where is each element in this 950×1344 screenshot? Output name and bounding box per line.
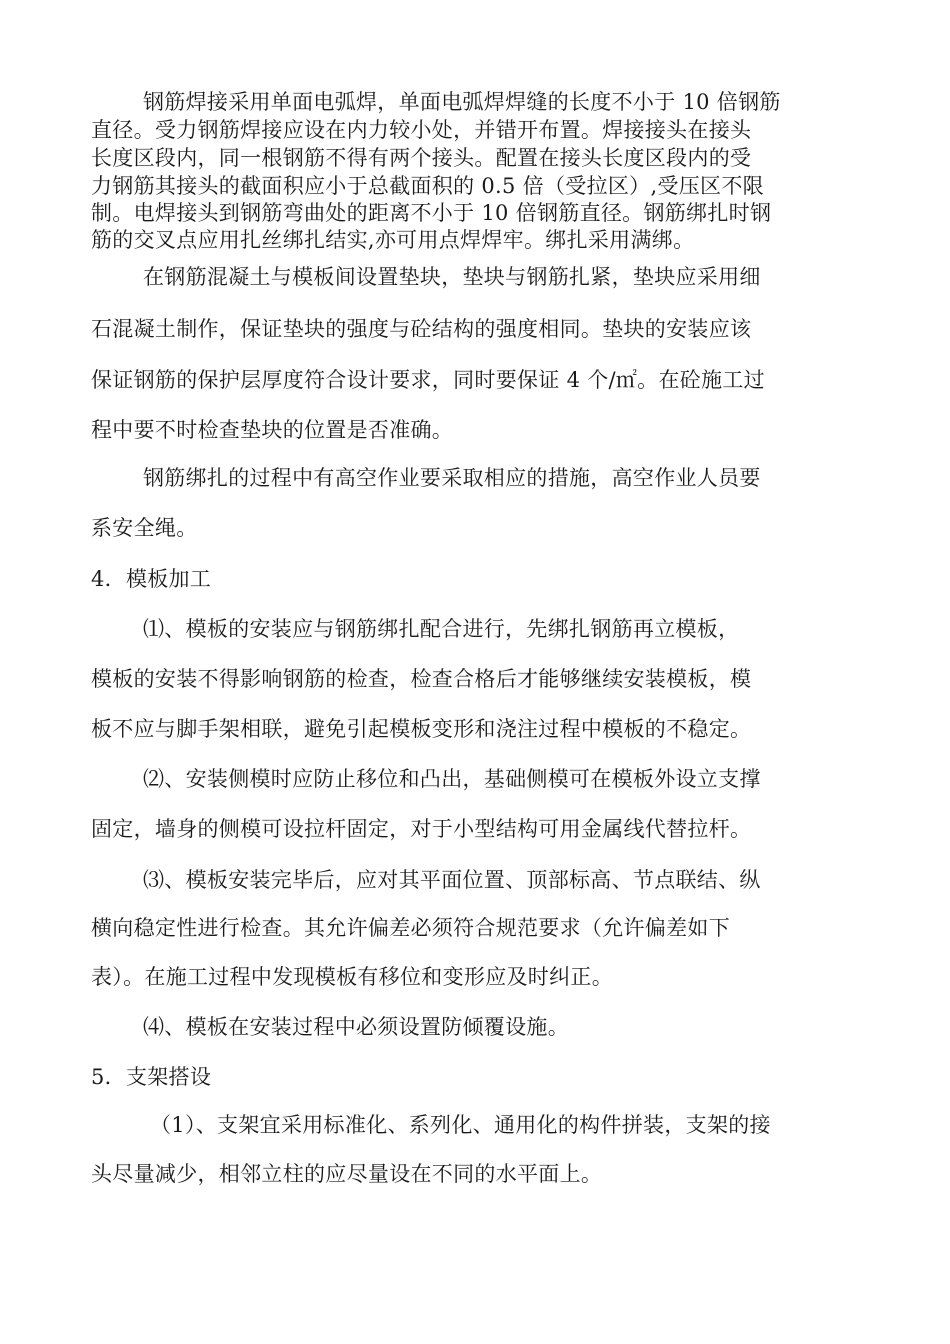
text-line: 模板的安装不得影响钢筋的检查，检查合格后才能够继续安装模板，模: [91, 667, 752, 691]
text-line: ⑴、模板的安装应与钢筋绑扎配合进行，先绑扎钢筋再立模板，: [143, 617, 740, 641]
text-line: 长度区段内，同一根钢筋不得有两个接头。配置在接头长度区段内的受: [91, 146, 752, 170]
text-line: 钢筋焊接采用单面电弧焊，单面电弧焊焊缝的长度不小于 10 倍钢筋: [143, 90, 781, 114]
text-line: 直径。受力钢筋焊接应设在内力较小处，并错开布置。焊接接头在接头: [91, 118, 752, 142]
text-line: 横向稳定性进行检查。其允许偏差必须符合规范要求（允许偏差如下: [91, 916, 730, 940]
text-line: 头尽量减少，相邻立柱的应尽量设在不同的水平面上。: [91, 1162, 603, 1186]
text-line: ⑶、模板安装完毕后，应对其平面位置、顶部标高、节点联结、纵: [143, 868, 761, 892]
section-heading: 5．支架搭设: [91, 1065, 212, 1089]
text-line: （1）、支架宜采用标准化、系列化、通用化的构件拼装，支架的接: [150, 1113, 771, 1137]
text-line: ⑵、安装侧模时应防止移位和凸出，基础侧模可在模板外设立支撑: [143, 767, 761, 791]
text-line: 力钢筋其接头的截面积应小于总截面积的 0.5 倍（受拉区）,受压区不限: [91, 174, 764, 198]
text-line: 固定，墙身的侧模可设拉杆固定，对于小型结构可用金属线代替拉杆。: [91, 817, 752, 841]
text-line: 板不应与脚手架相联，避免引起模板变形和浇注过程中模板的不稳定。: [91, 717, 752, 741]
text-line: 钢筋绑扎的过程中有高空作业要采取相应的措施，高空作业人员要: [143, 466, 761, 490]
section-heading: 4．模板加工: [91, 567, 212, 591]
text-line: 系安全绳。: [91, 516, 198, 540]
text-line: 表）。在施工过程中发现模板有移位和变形应及时纠正。: [91, 965, 613, 989]
text-line: 制。电焊接头到钢筋弯曲处的距离不小于 10 倍钢筋直径。钢筋绑扎时钢: [91, 201, 772, 225]
text-line: 石混凝土制作，保证垫块的强度与砼结构的强度相同。垫块的安装应该: [91, 317, 752, 341]
text-line: 筋的交叉点应用扎丝绑扎结实,亦可用点焊焊牢。绑扎采用满绑。: [91, 228, 695, 252]
text-line: 程中要不时检查垫块的位置是否准确。: [91, 418, 454, 442]
text-line: 在钢筋混凝土与模板间设置垫块，垫块与钢筋扎紧，垫块应采用细: [143, 265, 761, 289]
text-line: 保证钢筋的保护层厚度符合设计要求，同时要保证 4 个/㎡。在砼施工过: [91, 368, 765, 392]
text-line: ⑷、模板在安装过程中必须设置防倾覆设施。: [143, 1015, 569, 1039]
